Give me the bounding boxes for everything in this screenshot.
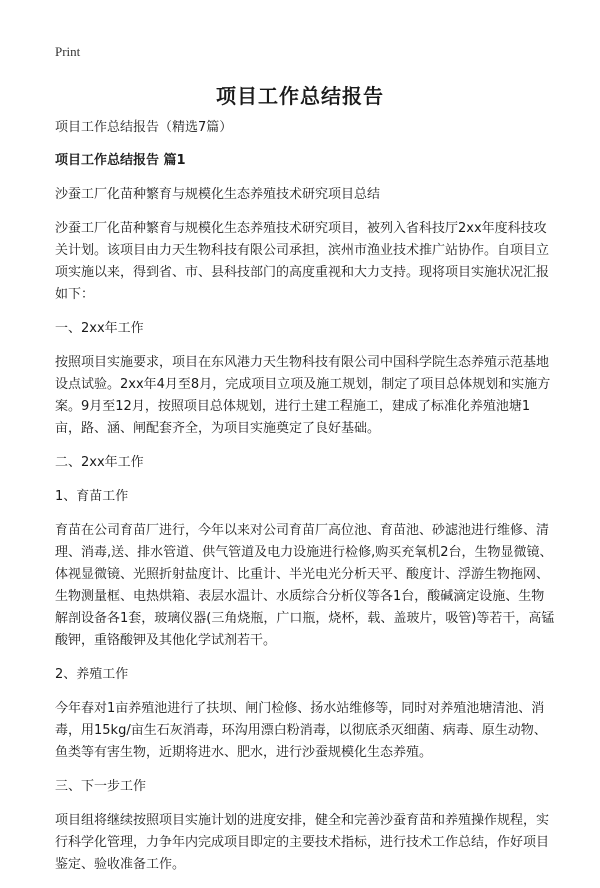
heading-breeding-work: 2、养殖工作 bbox=[55, 667, 129, 682]
intro-paragraph: 沙蚕工厂化苗种繁育与规模化生态养殖技术研究项目，被列入省科技厅2xx年度科技攻关计划。该项目由力天生物科技有限公司承担，滨州市渔业技术推广站协作。自项目立项实施以来，得到省、市、县科技部门的高度重视和大力支持。现将项目实施状况汇报如下： bbox=[55, 221, 550, 302]
heading-next-steps: 三、下一步工作 bbox=[55, 779, 147, 794]
document-subtitle: 项目工作总结报告（精选7篇） bbox=[55, 120, 233, 135]
heading-2xx-work-2: 二、2xx年工作 bbox=[55, 455, 144, 470]
project-name: 沙蚕工厂化苗种繁育与规模化生态养殖技术研究项目总结 bbox=[55, 187, 381, 202]
heading-seedling-work: 1、育苗工作 bbox=[55, 489, 129, 504]
paragraph-breeding-work: 今年春对1亩养殖池进行了扶坝、闸门检修、扬水站维修等，同时对养殖池塘清池、消毒，用15kg/亩生石灰消毒，环沟用漂白粉消毒，以彻底杀灭细菌、病毒、原生动物、鱼类等有害生物，近期将进水、肥水，进行沙蚕规模化生态养殖。 bbox=[55, 701, 547, 760]
section-heading: 项目工作总结报告 篇1 bbox=[55, 153, 186, 168]
paragraph-2xx-work-1: 按照项目实施要求，项目在东风港力天生物科技有限公司中国科学院生态养殖示范基地设点试验。2xx年4月至8月，完成项目立项及施工规划，制定了项目总体规划和实施方案。9月至12月，按照项目总体规划，进行土建工程施工，建成了标准化养殖池塘1亩，路、涵、闸配套齐全，为项目实施奠定了良好基础。 bbox=[55, 355, 551, 436]
heading-2xx-work-1: 一、2xx年工作 bbox=[55, 321, 144, 336]
print-link[interactable]: Print bbox=[55, 44, 81, 59]
page-title: 项目工作总结报告 bbox=[216, 84, 384, 108]
document-body bbox=[55, 117, 555, 888]
paragraph-next-steps: 项目组将继续按照项目实施计划的进度安排，健全和完善沙蚕育苗和养殖操作规程，实行科学化管理，力争年内完成项目即定的主要技术指标，进行技术工作总结，作好项目鉴定、验收准备工作。 bbox=[55, 813, 550, 872]
paragraph-seedling-work: 育苗在公司育苗厂进行，今年以来对公司育苗厂高位池、育苗池、砂滤池进行维修、清理、消毒,送、排水管道、供气管道及电力设施进行检修,购买充氧机2台，生物显微镜、体视显微镜、光照折射盐度计、比重计、半光电光分析天平、酸度计、浮游生物拖网、生物测量框、电热烘箱、表层水温计、水质综合分析仪等各1台，酸碱滴定设施、生物解剖设备各1套，玻璃仪器(三角烧瓶，广口瓶，烧杯，载、盖玻片，吸管)等若干，高锰酸钾，重铬酸钾及其他化学试剂若干。 bbox=[55, 523, 555, 648]
